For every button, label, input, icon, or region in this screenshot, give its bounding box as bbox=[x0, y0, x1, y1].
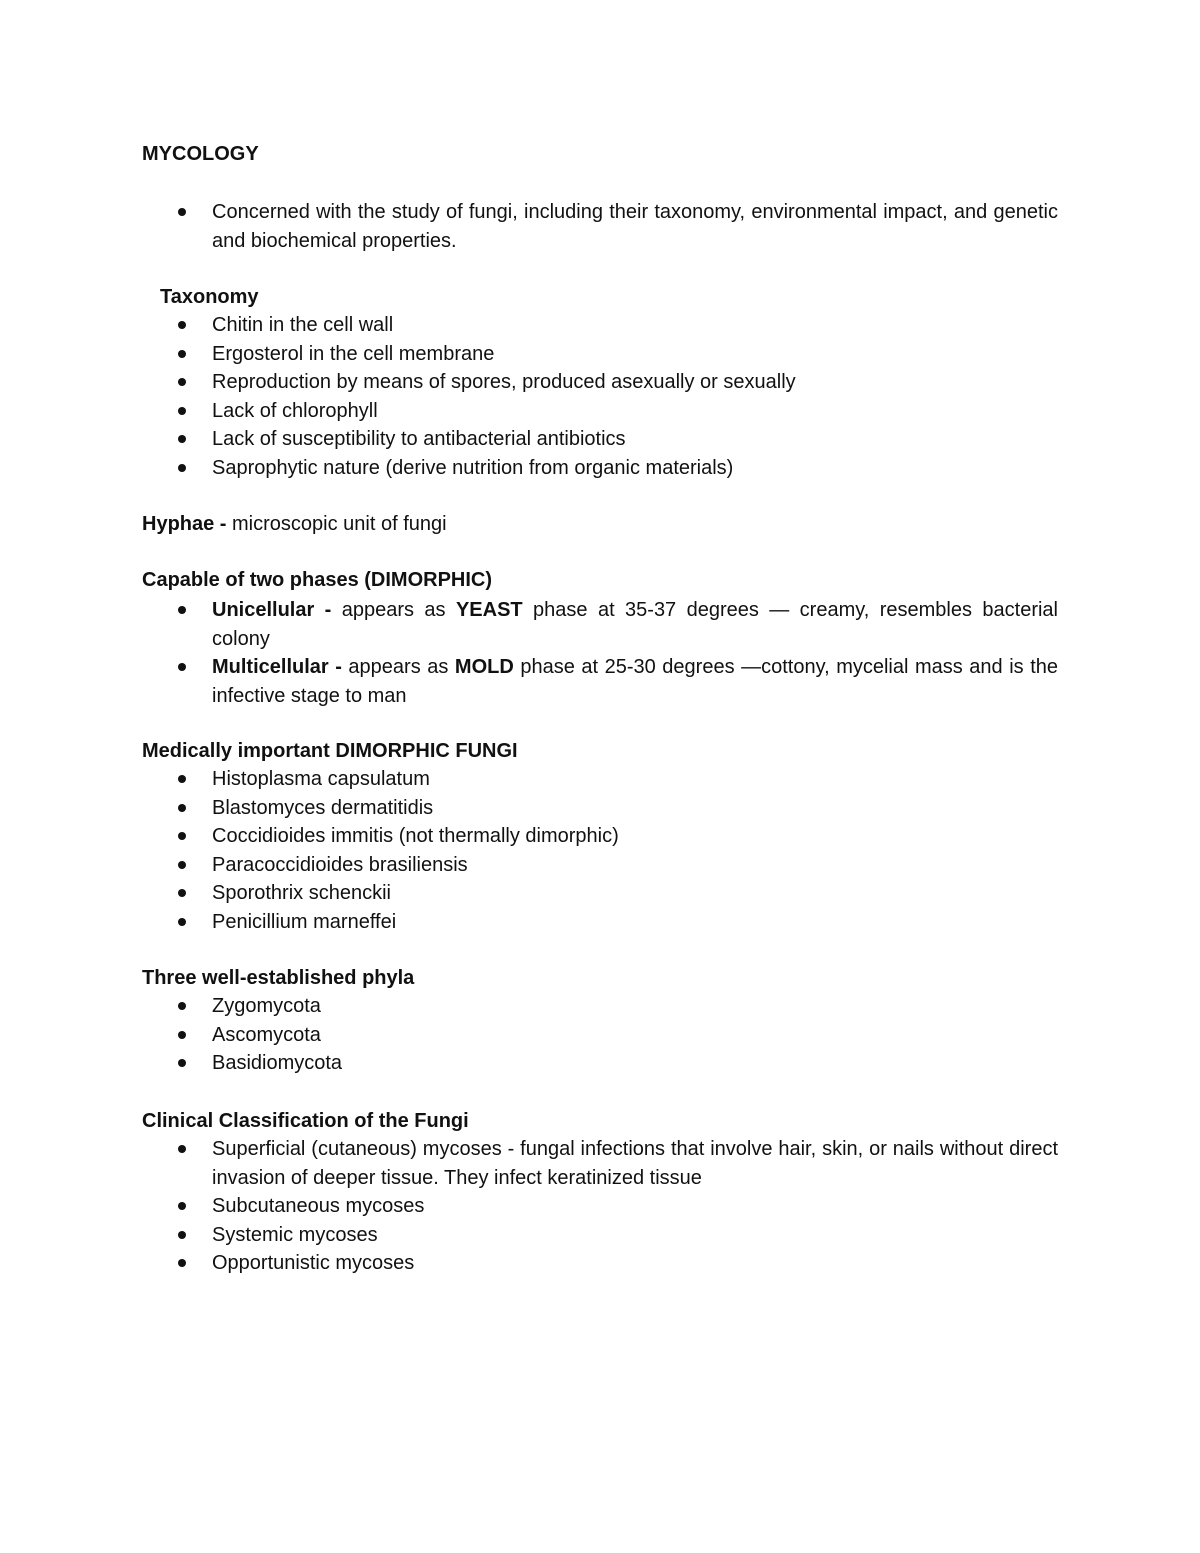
list-item: Blastomyces dermatitidis bbox=[142, 794, 1058, 823]
bullet-icon bbox=[178, 1002, 186, 1010]
taxonomy-list bbox=[142, 311, 1058, 482]
taxonomy-heading: Taxonomy bbox=[160, 286, 259, 308]
hyphae-definition bbox=[142, 510, 447, 538]
bullet-icon bbox=[178, 804, 186, 812]
list-item: Superficial (cutaneous) mycoses - fungal infections that involve hair, skin, or nails without direct invasion of deeper tissue. They infect keratinized tissue bbox=[142, 1135, 1058, 1192]
list-item: Saprophytic nature (derive nutrition from organic materials) bbox=[142, 454, 1058, 483]
bullet-icon bbox=[178, 832, 186, 840]
hyphae-text: microscopic unit of fungi bbox=[226, 513, 447, 535]
bullet-icon bbox=[178, 1145, 186, 1153]
list-item: Unicellular - appears as YEAST phase at 35-37 degrees — creamy, resembles bacterial colony bbox=[142, 596, 1058, 653]
bullet-icon bbox=[178, 1231, 186, 1239]
phases-list bbox=[142, 596, 1058, 710]
list-item: Paracoccidioides brasiliensis bbox=[142, 851, 1058, 880]
clinical-list bbox=[142, 1135, 1058, 1278]
list-item: Basidiomycota bbox=[142, 1049, 1058, 1078]
intro-list bbox=[142, 198, 1058, 255]
bullet-icon bbox=[178, 1202, 186, 1210]
list-item: Concerned with the study of fungi, including their taxonomy, environmental impact, and genetic and biochemical properties. bbox=[142, 198, 1058, 255]
phyla-list bbox=[142, 992, 1058, 1078]
bullet-icon bbox=[178, 889, 186, 897]
bullet-icon bbox=[178, 208, 186, 216]
phyla-heading: Three well-established phyla bbox=[142, 967, 415, 989]
list-item: Chitin in the cell wall bbox=[142, 311, 1058, 340]
clinical-heading: Clinical Classification of the Fungi bbox=[142, 1110, 469, 1132]
list-item: Opportunistic mycoses bbox=[142, 1249, 1058, 1278]
list-item: Zygomycota bbox=[142, 992, 1058, 1021]
list-item: Ascomycota bbox=[142, 1021, 1058, 1050]
bullet-icon bbox=[178, 321, 186, 329]
hyphae-term: Hyphae - bbox=[142, 513, 227, 535]
bullet-icon bbox=[178, 350, 186, 358]
list-item: Penicillium marneffei bbox=[142, 908, 1058, 937]
bullet-icon bbox=[178, 606, 186, 614]
bullet-icon bbox=[178, 775, 186, 783]
bullet-icon bbox=[178, 378, 186, 386]
list-item: Ergosterol in the cell membrane bbox=[142, 340, 1058, 369]
bullet-icon bbox=[178, 1059, 186, 1067]
bullet-icon bbox=[178, 1031, 186, 1039]
list-item: Lack of chlorophyll bbox=[142, 397, 1058, 426]
list-item: Systemic mycoses bbox=[142, 1221, 1058, 1250]
list-item: Histoplasma capsulatum bbox=[142, 765, 1058, 794]
list-item: Subcutaneous mycoses bbox=[142, 1192, 1058, 1221]
bullet-icon bbox=[178, 663, 186, 671]
bullet-icon bbox=[178, 1259, 186, 1267]
dimorphic-fungi-heading: Medically important DIMORPHIC FUNGI bbox=[142, 740, 518, 762]
list-item: Multicellular - appears as MOLD phase at 25-30 degrees —cottony, mycelial mass and is the infective stage to man bbox=[142, 653, 1058, 710]
list-item: Sporothrix schenckii bbox=[142, 879, 1058, 908]
list-item: Reproduction by means of spores, produced asexually or sexually bbox=[142, 368, 1058, 397]
document-title: MYCOLOGY bbox=[142, 143, 259, 165]
bullet-icon bbox=[178, 464, 186, 472]
bullet-icon bbox=[178, 435, 186, 443]
bullet-icon bbox=[178, 861, 186, 869]
list-item: Coccidioides immitis (not thermally dimorphic) bbox=[142, 822, 1058, 851]
list-item: Lack of susceptibility to antibacterial antibiotics bbox=[142, 425, 1058, 454]
phases-heading: Capable of two phases (DIMORPHIC) bbox=[142, 569, 493, 591]
bullet-icon bbox=[178, 407, 186, 415]
bullet-icon bbox=[178, 918, 186, 926]
dimorphic-fungi-list bbox=[142, 765, 1058, 936]
